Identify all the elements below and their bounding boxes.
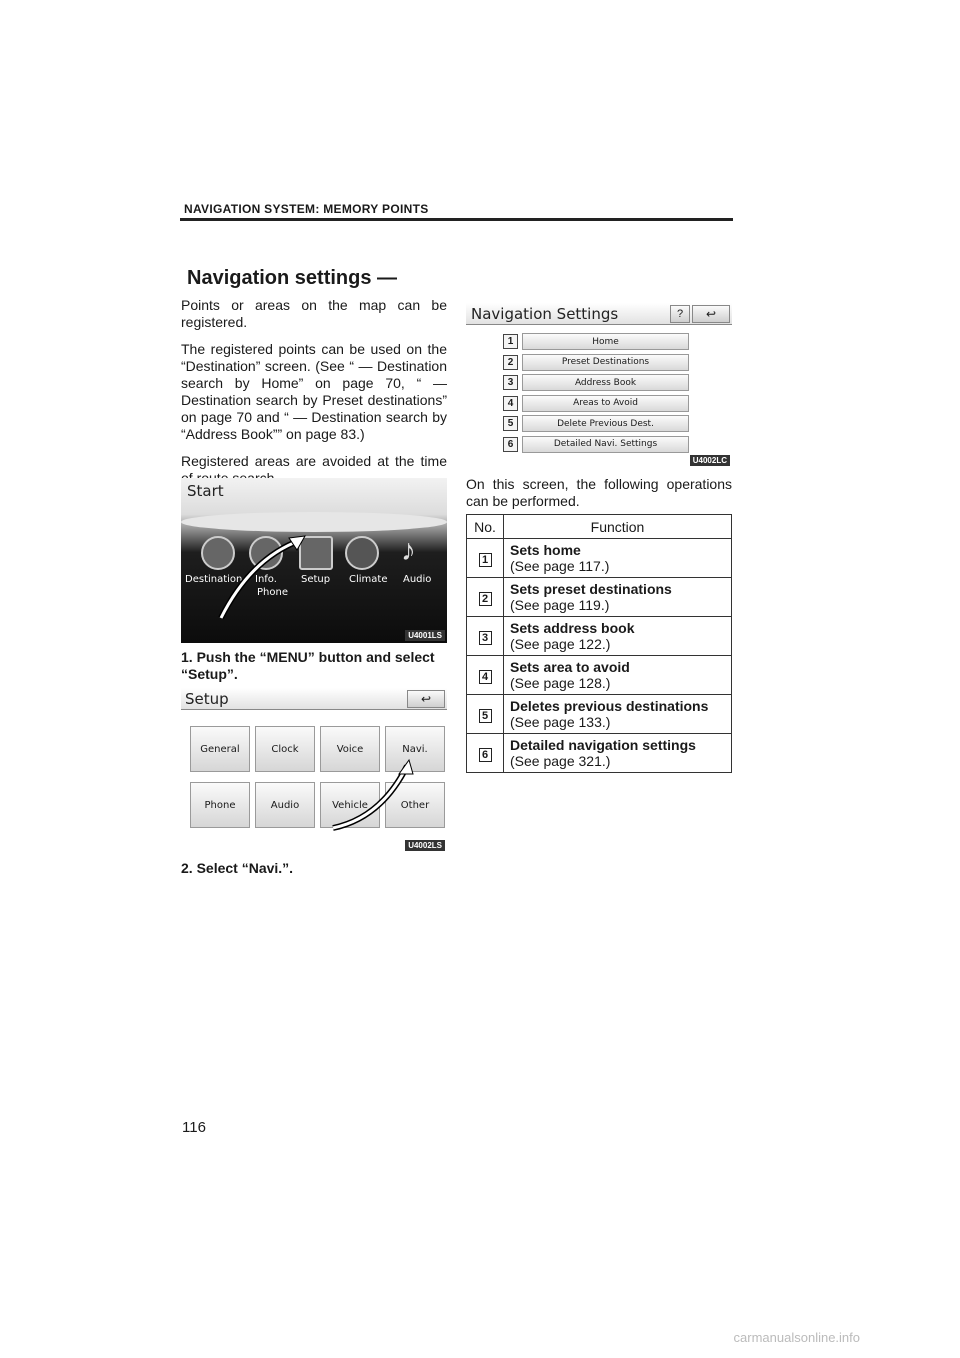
areas-to-avoid-button[interactable]: Areas to Avoid xyxy=(522,395,689,412)
start-label-setup: Setup xyxy=(301,574,331,585)
pointer-arrow-icon xyxy=(181,688,447,853)
nav-num: 5 xyxy=(503,416,518,431)
phone-button[interactable]: Phone xyxy=(190,782,250,828)
setup-screenshot xyxy=(181,688,447,853)
nav-num: 6 xyxy=(503,437,518,452)
start-screenshot xyxy=(181,478,447,643)
voice-button[interactable]: Voice xyxy=(320,726,380,772)
row-title: Detailed navigation settings xyxy=(510,737,696,753)
intro-p2: The registered points can be used on the “Destination” screen. (See “ — Destination search by Home” on page 70, “ — Destination search by Preset destinations” on page 70 and “ — Destination search by “Address Book”” on page 83.) xyxy=(181,341,447,442)
function-table-wrap xyxy=(466,514,732,773)
table-row xyxy=(467,656,732,695)
intro-p3: Registered areas are avoided at the time xyxy=(181,453,447,469)
nav-row-delete xyxy=(503,415,689,432)
row-ref: (See page 122.) xyxy=(510,636,611,652)
start-code: U4001LS xyxy=(405,630,445,641)
function-table xyxy=(466,514,732,773)
nav-num: 1 xyxy=(503,334,518,349)
nav-row-preset xyxy=(503,354,689,371)
row-number: 6 xyxy=(479,748,492,762)
other-button[interactable]: Other xyxy=(385,782,445,828)
running-head: NAVIGATION SYSTEM: MEMORY POINTS xyxy=(184,202,429,216)
table-row xyxy=(467,617,732,656)
row-number: 2 xyxy=(479,592,492,606)
start-label-phone: Phone xyxy=(257,587,288,598)
header-function: Function xyxy=(504,515,732,539)
row-number: 4 xyxy=(479,670,492,684)
row-number: 5 xyxy=(479,709,492,723)
start-title: Start xyxy=(187,482,224,500)
navi-button[interactable]: Navi. xyxy=(385,726,445,772)
detailed-navi-settings-button[interactable]: Detailed Navi. Settings xyxy=(522,436,689,453)
row-ref: (See page 133.) xyxy=(510,714,611,730)
nav-title: Navigation Settings xyxy=(471,305,619,323)
preset-destinations-button[interactable]: Preset Destinations xyxy=(522,354,689,371)
row-number: 3 xyxy=(479,631,492,645)
row-ref: (See page 321.) xyxy=(510,753,611,769)
header-no: No. xyxy=(467,515,504,539)
after-nav-text: On this screen, the following operations can be performed. xyxy=(466,476,732,509)
clock-button[interactable]: Clock xyxy=(255,726,315,772)
step-1: 1. Push the “MENU” button and select “Setup”. xyxy=(181,649,435,682)
row-title: Deletes previous destinations xyxy=(510,698,709,714)
back-button[interactable]: ↩ xyxy=(407,690,445,708)
help-button[interactable]: ? xyxy=(670,305,690,323)
nav-num: 3 xyxy=(503,375,518,390)
nav-settings-screenshot xyxy=(466,303,732,468)
nav-code: U4002LC xyxy=(690,455,730,466)
general-button[interactable]: General xyxy=(190,726,250,772)
vehicle-button[interactable]: Vehicle xyxy=(320,782,380,828)
nav-row-address xyxy=(503,374,689,391)
table-row xyxy=(467,578,732,617)
nav-num: 4 xyxy=(503,396,518,411)
start-label-climate: Climate xyxy=(349,574,388,585)
intro-text xyxy=(181,297,447,497)
address-book-button[interactable]: Address Book xyxy=(522,374,689,391)
header-rule xyxy=(180,218,733,221)
page-number: 116 xyxy=(182,1119,206,1136)
audio-button[interactable]: Audio xyxy=(255,782,315,828)
home-button[interactable]: Home xyxy=(522,333,689,350)
nav-list xyxy=(503,333,689,453)
nav-row-home xyxy=(503,333,689,350)
watermark: carmanualsonline.info xyxy=(733,1330,860,1345)
table-header-row xyxy=(467,515,732,539)
nav-num: 2 xyxy=(503,355,518,370)
table-row xyxy=(467,539,732,578)
row-ref: (See page 119.) xyxy=(510,597,610,613)
row-title: Sets address book xyxy=(510,620,635,636)
audio-icon: ♪ xyxy=(401,534,416,567)
section-title: Navigation settings — xyxy=(187,267,398,289)
nav-row-detailed xyxy=(503,436,689,453)
start-label-info: Info. xyxy=(255,574,277,585)
intro-p1: Points or areas on the map can be registered. xyxy=(181,297,447,330)
row-title: Sets home xyxy=(510,542,581,558)
back-button[interactable]: ↩ xyxy=(692,305,730,323)
setup-title: Setup xyxy=(185,690,229,708)
table-row xyxy=(467,734,732,773)
pointer-arrow-icon xyxy=(181,478,447,643)
nav-row-avoid xyxy=(503,395,689,412)
row-title: Sets area to avoid xyxy=(510,659,630,675)
delete-previous-dest-button[interactable]: Delete Previous Dest. xyxy=(522,415,689,432)
start-label-audio: Audio xyxy=(403,574,432,585)
setup-code: U4002LS xyxy=(405,840,445,851)
start-label-destination: Destination xyxy=(185,574,243,585)
row-title: Sets preset destinations xyxy=(510,581,672,597)
table-row xyxy=(467,695,732,734)
row-ref: (See page 128.) xyxy=(510,675,611,691)
step-2: 2. Select “Navi.”. xyxy=(181,860,294,876)
row-ref: (See page 117.) xyxy=(510,558,610,574)
row-number: 1 xyxy=(479,553,492,567)
